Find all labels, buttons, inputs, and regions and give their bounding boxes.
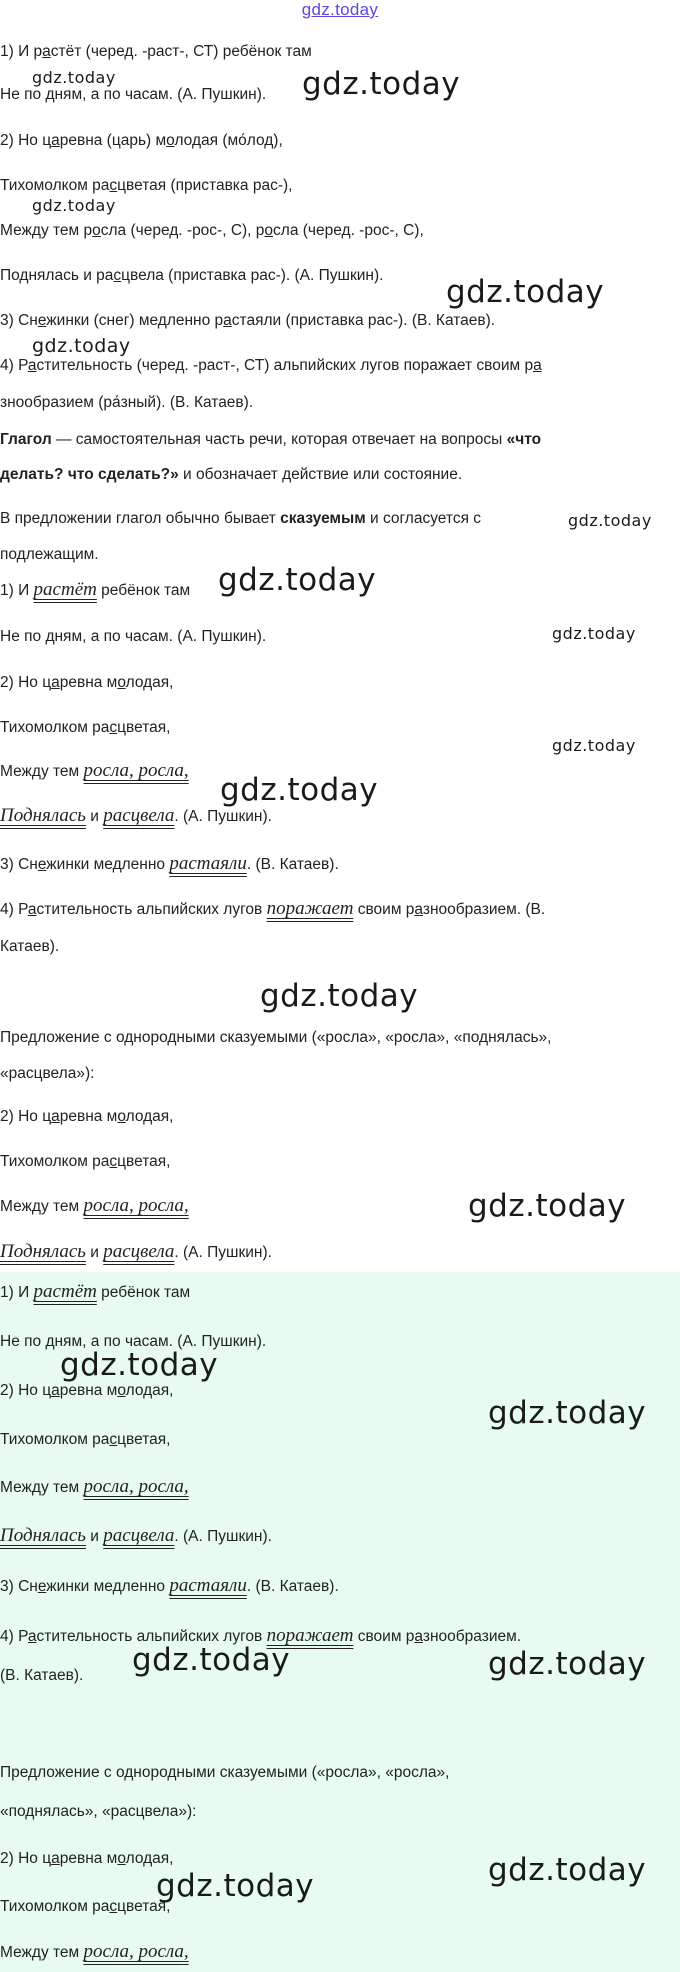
watermark: gdz.today xyxy=(468,1188,627,1224)
answer-line: Тихомолком расцветая, xyxy=(0,1898,171,1915)
answer-line: 2) Но царевна молодая, xyxy=(0,1850,174,1867)
predicate: растаяли xyxy=(169,1575,247,1596)
example-line: 1) И растёт ребёнок там xyxy=(0,579,191,600)
text-line: 1) И растёт (черед. -раст-, СТ) ребёнок там xyxy=(0,43,312,60)
predicate: росла xyxy=(83,760,129,781)
example-line: Поднялась и расцвела. (А. Пушкин). xyxy=(0,805,272,826)
watermark: gdz.today xyxy=(446,274,605,310)
watermark: gdz.today xyxy=(32,196,116,215)
text-line: Тихомолком расцветая (приставка рас-), xyxy=(0,177,293,194)
example-line: Между тем росла, росла, xyxy=(0,760,189,781)
watermark: gdz.today xyxy=(220,772,379,808)
text-line: знообразием (ра́зный). (В. Катаев). xyxy=(0,394,254,411)
example-line: 2) Но царевна молодая, xyxy=(0,674,174,691)
definition-line: Глагол — самостоятельная часть речи, которая отвечает на вопросы «что xyxy=(0,431,542,448)
example-line: Между тем росла, росла, xyxy=(0,1195,189,1216)
predicate: растёт xyxy=(33,1281,97,1302)
watermark: gdz.today xyxy=(488,1646,647,1682)
watermark: gdz.today xyxy=(218,562,377,598)
predicate: Поднялась xyxy=(0,1241,86,1262)
predicate: росла xyxy=(138,1195,184,1216)
example-line: Тихомолком расцветая, xyxy=(0,1153,171,1170)
text-line: 3) Снежинки (снег) медленно растаяли (приставка рас-). (В. Катаев). xyxy=(0,312,496,329)
predicate: растаяли xyxy=(169,853,247,874)
predicate: поражает xyxy=(266,1625,354,1646)
example-line: 3) Снежинки медленно растаяли. (В. Катаев). xyxy=(0,853,339,874)
predicate: Поднялась xyxy=(0,1525,86,1546)
answer-line: Между тем росла, росла, xyxy=(0,1941,189,1962)
text-line: 4) Растительность (черед. -раст-, СТ) альпийских лугов поражает своим ра xyxy=(0,357,542,374)
answer-line: (В. Катаев). xyxy=(0,1667,84,1684)
predicate: росла xyxy=(138,1941,184,1962)
predicate: расцвела xyxy=(103,805,175,826)
predicate: Поднялась xyxy=(0,805,86,826)
example-line: Поднялась и расцвела. (А. Пушкин). xyxy=(0,1241,272,1262)
text-line: 2) Но царевна (царь) молодая (мо́лод), xyxy=(0,132,283,149)
predicate: росла xyxy=(83,1941,129,1962)
watermark: gdz.today xyxy=(32,68,116,87)
answer-line: «поднялась», «расцвела»): xyxy=(0,1803,197,1820)
watermark: gdz.today xyxy=(132,1642,291,1678)
predicate: росла xyxy=(138,760,184,781)
answer-line: Предложение с однородными сказуемыми («росла», «росла», xyxy=(0,1764,450,1781)
watermark: gdz.today xyxy=(260,978,419,1014)
definition-line: делать? что сделать?» и обозначает действие или состояние. xyxy=(0,466,463,483)
watermark: gdz.today xyxy=(32,335,131,357)
answer-line: Поднялась и расцвела. (А. Пушкин). xyxy=(0,1525,272,1546)
predicate: расцвела xyxy=(103,1241,175,1262)
site-header-link[interactable]: gdz.today xyxy=(301,0,379,19)
text-line: Не по дням, а по часам. (А. Пушкин). xyxy=(0,86,267,103)
example-line: «расцвела»): xyxy=(0,1065,95,1082)
example-line: Тихомолком расцветая, xyxy=(0,719,171,736)
example-line: 2) Но царевна молодая, xyxy=(0,1108,174,1125)
watermark: gdz.today xyxy=(302,66,461,102)
predicate: поражает xyxy=(266,898,354,919)
example-line: Катаев). xyxy=(0,938,60,955)
answer-line: 3) Снежинки медленно растаяли. (В. Катаев). xyxy=(0,1575,339,1596)
watermark: gdz.today xyxy=(60,1347,219,1383)
example-line: Не по дням, а по часам. (А. Пушкин). xyxy=(0,628,267,645)
example-line: Предложение с однородными сказуемыми («росла», «росла», «поднялась», xyxy=(0,1029,552,1046)
answer-line: 2) Но царевна молодая, xyxy=(0,1382,174,1399)
definition-line: подлежащим. xyxy=(0,546,99,563)
answer-line: 1) И растёт ребёнок там xyxy=(0,1281,191,1302)
predicate: росла xyxy=(83,1195,129,1216)
answer-line: Не по дням, а по часам. (А. Пушкин). xyxy=(0,1333,267,1350)
text-line: Поднялась и расцвела (приставка рас-). (А. Пушкин). xyxy=(0,267,384,284)
watermark: gdz.today xyxy=(568,511,652,530)
answer-line: Между тем росла, росла, xyxy=(0,1476,189,1497)
watermark: gdz.today xyxy=(488,1852,647,1888)
answer-line: 4) Растительность альпийских лугов поражает своим разнообразием. xyxy=(0,1625,522,1646)
watermark: gdz.today xyxy=(552,736,636,755)
watermark: gdz.today xyxy=(488,1395,647,1431)
watermark: gdz.today xyxy=(156,1868,315,1904)
predicate: расцвела xyxy=(103,1525,175,1546)
predicate: растёт xyxy=(33,579,97,600)
example-line: 4) Растительность альпийских лугов поражает своим разнообразием. (В. xyxy=(0,898,546,919)
predicate: росла xyxy=(83,1476,129,1497)
definition-line: В предложении глагол обычно бывает сказуемым и согласуется с xyxy=(0,510,482,527)
text-line: Между тем росла (черед. -рос-, С), росла (черед. -рос-, С), xyxy=(0,222,424,239)
predicate: росла xyxy=(138,1476,184,1497)
watermark: gdz.today xyxy=(552,624,636,643)
answer-line: Тихомолком расцветая, xyxy=(0,1431,171,1448)
